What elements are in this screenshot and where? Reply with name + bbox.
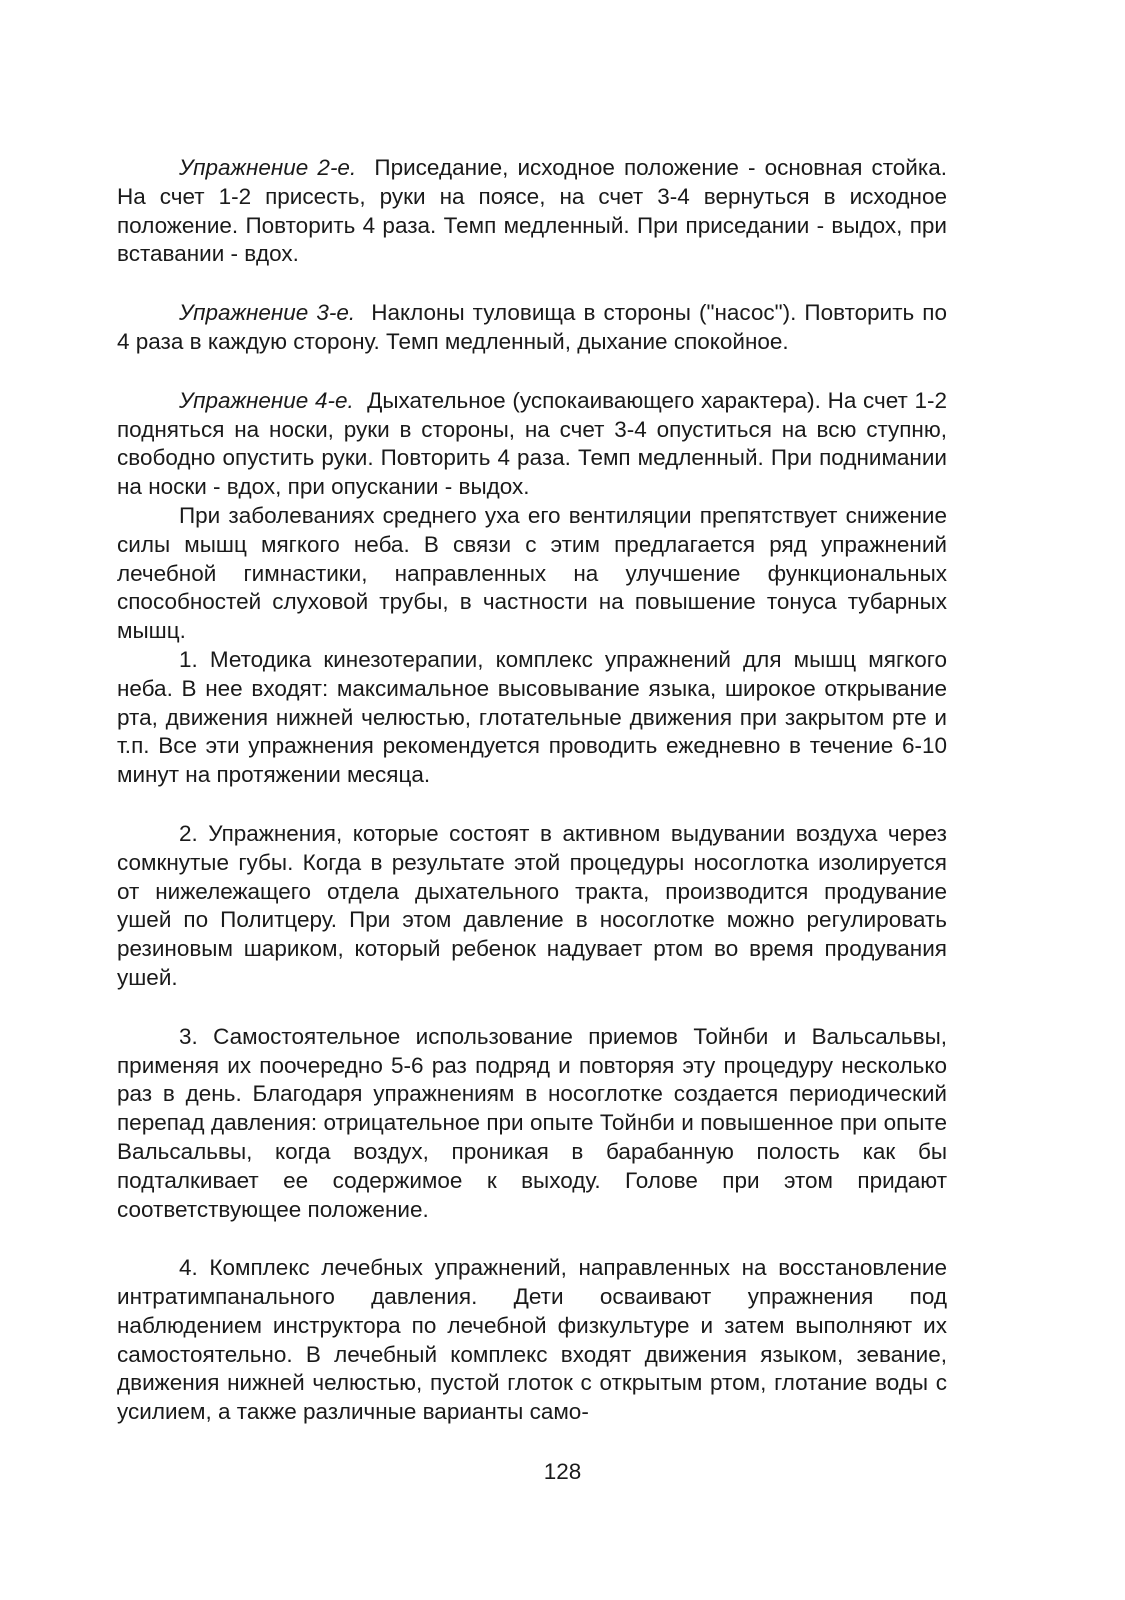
paragraph-item-4: 4. Комплекс лечебных упражнений, направленных на восстановление интратимпанального давления. Дети осваивают упражнения под наблюдением инструктора по лечебной физкультуре и затем выполняют их самостоятельно. В лечебный комплекс входят движения языком, зевание, движения нижней челюстью, пустой глоток с открытым ртом, глотание воды с усилием, а также различные варианты само-	[117, 1255, 947, 1425]
paragraph-exercise-4	[117, 387, 947, 502]
paragraph-text: Приседание, исходное положение - основная стойка. На счет 1-2 присесть, руки на поясе, на счет 3-4 вернуться в исходное положение. Повторить 4 раза. Темп медленный. При приседании - выдох, при вставании - вдох.	[117, 155, 947, 267]
paragraph-middle-ear: При заболеваниях среднего уха его вентиляции препятствует снижение силы мышц мягкого неба. В связи с этим предлагается ряд упражнений лечебной гимнастики, направленных на улучшение функциональных способностей слуховой трубы, в частности на повышение тонуса тубарных мышц.	[117, 502, 947, 644]
exercise-lead: Упражнение 3-е.	[179, 300, 356, 326]
page-body	[117, 154, 947, 1427]
page-number: 128	[543, 1459, 582, 1484]
exercise-lead: Упражнение 2-е.	[179, 155, 357, 180]
paragraph-item-3: 3. Самостоятельное использование приемов Тойнби и Вальсальвы, применяя их поочередно 5-6 раз подряд и повторяя эту процедуру несколько раз в день. Благодаря упражнениям в носоглотке создается периодический перепад давления: отрицательное при опыте Тойнби и повышенное при опыте Вальсальвы, когда воздух, проникая в барабанную полость как бы подталкивает ее содержимое к выходу. Голове при этом придают соответствующее положение.	[117, 1023, 947, 1222]
paragraph-item-2: 2. Упражнения, которые состоят в активном выдувании воздуха через сомкнутые губы. Когда в результате этой процедуры носоглотка изолируется от нижележащего отдела дыхательного тракта, производится продувание ушей по Политцеру. При этом давление в носоглотке можно регулировать резиновым шариком, который ребенок надувает ртом во время продувания ушей.	[117, 820, 947, 990]
paragraph-text: Дыхательное (успокаивающего характера). На счет 1-2 подняться на носки, руки в стороны, на счет 3-4 опуститься на всю ступню, свободно опустить руки. Повторить 4 раза. Темп медленный. При поднимании на носки - вдох, при опускании - выдох.	[117, 387, 947, 500]
exercise-lead: Упражнение 4-е.	[179, 387, 354, 413]
paragraph-exercise-2	[117, 154, 947, 269]
paragraph-exercise-3	[117, 299, 947, 357]
paragraph-text: Наклоны туловища в стороны ("насос"). Повторить по 4 раза в каждую сторону. Темп медленный, дыхание спокойное.	[117, 300, 947, 354]
paragraph-item-1: 1. Методика кинезотерапии, комплекс упражнений для мышц мягкого неба. В нее входят: максимальное высовывание языка, широкое открывание рта, движения нижней челюстью, глотательные движения при закрытом рте и т.п. Все эти упражнения рекомендуется проводить ежедневно в течение 6-10 минут на протяжении месяца.	[117, 646, 947, 788]
